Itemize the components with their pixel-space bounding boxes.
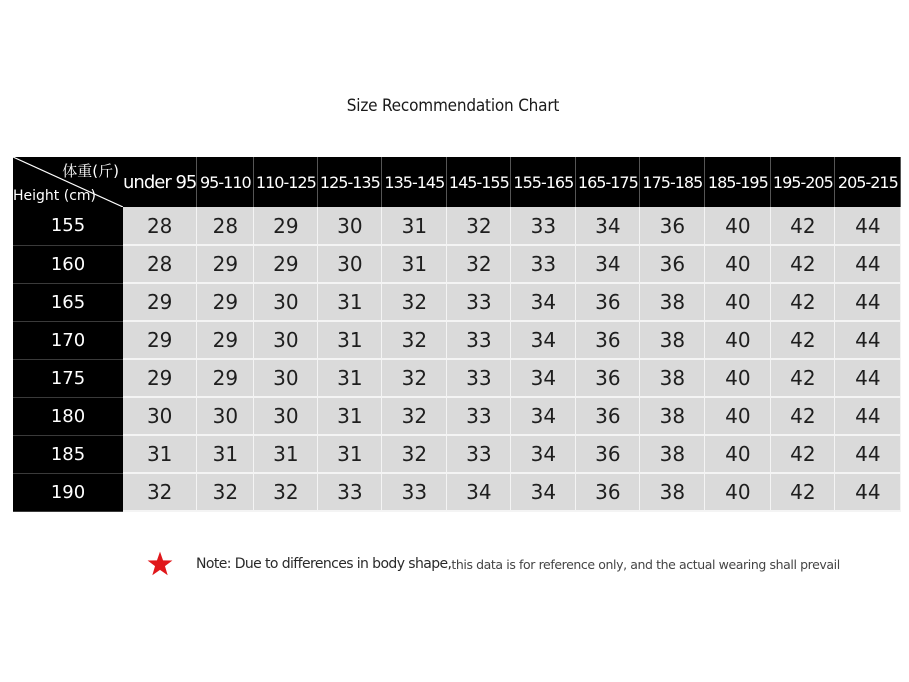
size-cell: 36 [640,245,705,283]
weight-header-cell: 155-165 [511,157,576,207]
height-cell: 175 [13,359,123,397]
size-cell: 34 [511,321,576,359]
size-cell: 32 [382,359,447,397]
corner-cell [13,157,123,207]
note-rest-text: this data is for reference only, and the actual wearing shall prevail [451,556,840,572]
size-cell: 38 [640,397,705,435]
size-cell: 33 [511,245,576,283]
size-cell: 40 [705,207,771,245]
size-cell: 32 [197,473,254,511]
star-icon [146,551,174,577]
size-cell: 42 [771,321,835,359]
weight-header-cell: 185-195 [705,157,771,207]
size-cell: 34 [511,397,576,435]
size-cell: 29 [123,283,197,321]
size-cell: 29 [197,321,254,359]
header-row [13,157,901,207]
size-cell: 42 [771,245,835,283]
weight-header-cell: 125-135 [318,157,382,207]
size-cell: 31 [123,435,197,473]
size-cell: 31 [318,283,382,321]
size-cell: 29 [254,245,318,283]
weight-header-cell: under 95 [123,157,197,207]
size-cell: 36 [576,283,640,321]
weight-header-cell: 205-215 [835,157,901,207]
height-cell: 170 [13,321,123,359]
weight-header-cell: 165-175 [576,157,640,207]
size-cell: 30 [254,359,318,397]
table-row [13,207,901,245]
size-cell: 32 [382,397,447,435]
size-cell: 33 [511,207,576,245]
size-cell: 30 [318,207,382,245]
note-bold-text: Note: Due to differences in body shape, [196,556,452,572]
weight-header-cell: 175-185 [640,157,705,207]
size-cell: 34 [511,359,576,397]
height-cell: 160 [13,245,123,283]
size-cell: 38 [640,283,705,321]
size-cell: 32 [447,207,511,245]
table-row [13,245,901,283]
size-cell: 29 [197,245,254,283]
size-cell: 34 [576,207,640,245]
weight-header-cell: 95-110 [197,157,254,207]
size-cell: 44 [835,359,901,397]
size-cell: 40 [705,321,771,359]
size-cell: 34 [447,473,511,511]
size-cell: 38 [640,435,705,473]
size-cell: 40 [705,435,771,473]
size-cell: 38 [640,359,705,397]
size-cell: 30 [254,397,318,435]
size-cell: 42 [771,397,835,435]
height-cell: 190 [13,473,123,511]
size-cell: 44 [835,245,901,283]
size-cell: 36 [576,321,640,359]
size-cell: 36 [640,207,705,245]
size-cell: 44 [835,283,901,321]
size-cell: 31 [254,435,318,473]
size-cell: 31 [318,435,382,473]
height-cell: 155 [13,207,123,245]
size-cell: 30 [318,245,382,283]
size-cell: 31 [318,321,382,359]
size-cell: 31 [382,245,447,283]
size-cell: 40 [705,245,771,283]
size-cell: 32 [382,321,447,359]
size-cell: 36 [576,435,640,473]
size-cell: 29 [254,207,318,245]
size-cell: 42 [771,207,835,245]
size-cell: 42 [771,473,835,511]
size-cell: 32 [447,245,511,283]
table-row [13,473,901,511]
size-cell: 33 [447,321,511,359]
size-cell: 30 [254,321,318,359]
table-row [13,359,901,397]
size-cell: 34 [511,473,576,511]
height-cell: 185 [13,435,123,473]
table-row [13,283,901,321]
size-cell: 34 [511,283,576,321]
size-cell: 33 [447,283,511,321]
size-cell: 31 [197,435,254,473]
size-cell: 32 [123,473,197,511]
size-cell: 33 [447,397,511,435]
table-row [13,435,901,473]
size-cell: 38 [640,473,705,511]
size-cell: 44 [835,321,901,359]
note [146,552,840,576]
size-cell: 30 [123,397,197,435]
weight-header-cell: 195-205 [771,157,835,207]
height-cell: 165 [13,283,123,321]
size-cell: 29 [123,321,197,359]
size-cell: 42 [771,283,835,321]
size-cell: 36 [576,473,640,511]
size-cell: 28 [123,245,197,283]
size-cell: 33 [318,473,382,511]
size-cell: 30 [197,397,254,435]
size-cell: 44 [835,207,901,245]
size-cell: 29 [197,359,254,397]
size-cell: 40 [705,283,771,321]
size-cell: 36 [576,397,640,435]
size-cell: 36 [576,359,640,397]
size-cell: 32 [382,435,447,473]
height-cell: 180 [13,397,123,435]
height-axis-label: Height (cm) [13,188,96,204]
size-cell: 44 [835,473,901,511]
size-cell: 33 [447,435,511,473]
size-cell: 33 [382,473,447,511]
size-cell: 31 [318,359,382,397]
size-cell: 44 [835,435,901,473]
size-cell: 31 [382,207,447,245]
table-body [13,207,901,511]
size-cell: 42 [771,359,835,397]
size-cell: 40 [705,397,771,435]
size-cell: 30 [254,283,318,321]
size-table [13,157,901,512]
size-cell: 38 [640,321,705,359]
weight-axis-label: 体重(斤) [62,162,119,180]
size-cell: 42 [771,435,835,473]
weight-header-cell: 135-145 [382,157,447,207]
size-cell: 29 [197,283,254,321]
size-cell: 34 [576,245,640,283]
size-cell: 44 [835,397,901,435]
size-cell: 32 [254,473,318,511]
chart-title: Size Recommendation Chart [346,96,560,116]
size-cell: 28 [123,207,197,245]
size-cell: 29 [123,359,197,397]
size-cell: 31 [318,397,382,435]
size-cell: 33 [447,359,511,397]
weight-header-cell: 145-155 [447,157,511,207]
size-cell: 28 [197,207,254,245]
size-cell: 32 [382,283,447,321]
weight-header-cell: 110-125 [254,157,318,207]
size-cell: 34 [511,435,576,473]
table-row [13,321,901,359]
size-cell: 40 [705,473,771,511]
table-row [13,397,901,435]
size-cell: 40 [705,359,771,397]
